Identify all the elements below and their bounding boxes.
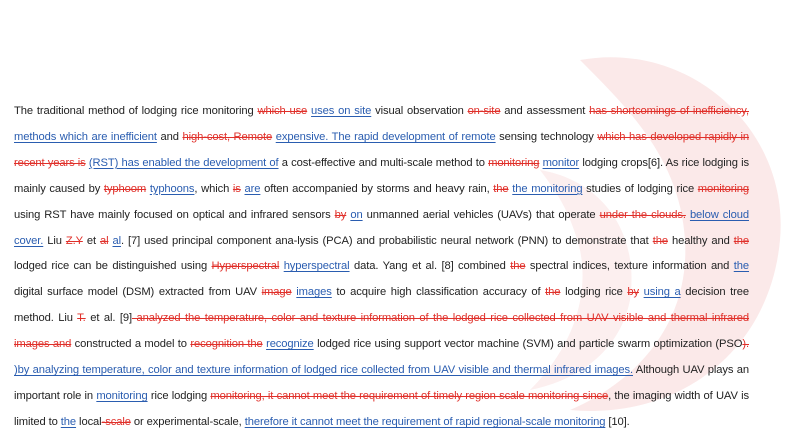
body-text: , which <box>194 182 233 195</box>
deleted-text: monitoring, it cannot meet the requirement of timely region scale monitoring since <box>210 389 609 402</box>
deleted-text: al <box>99 234 109 247</box>
document-paragraph <box>14 99 749 436</box>
deleted-text: the <box>493 182 509 195</box>
body-text: or experimental-scale, <box>130 415 245 428</box>
body-text: a cost-effective and multi-scale method to <box>278 156 489 169</box>
inserted-text: typhoons <box>149 182 195 195</box>
deleted-text: analyzed the temperature, color and texture information of the lodged rice collected from UAV visible and thermal infrared images and <box>14 312 750 351</box>
body-text: and assessment <box>500 105 590 117</box>
body-text: spectral indices, texture information and <box>525 260 734 273</box>
inserted-text: expensive. The rapid development of remote <box>275 130 496 143</box>
body-text: decision tree method. Liu <box>14 286 749 325</box>
body-text: local <box>76 415 102 428</box>
body-text: Liu <box>43 234 66 247</box>
deleted-text: monitoring <box>488 156 540 169</box>
deleted-text: the <box>510 260 526 273</box>
inserted-text: methods which are inefficient <box>14 130 157 143</box>
inserted-text: are <box>244 182 261 195</box>
inserted-text: using a <box>643 286 681 299</box>
inserted-text: (RST) has enabled the development of <box>88 156 279 169</box>
body-text: often accompanied by storms and heavy rain, <box>260 182 494 195</box>
body-text: lodged rice can be distinguished using <box>14 260 212 273</box>
deleted-text: ). <box>742 338 749 351</box>
body-text: . [7] used principal component ana-lysis (PCA) and probabilistic neural network (PNN) to demonstrate that <box>121 234 653 247</box>
body-text: unmanned aerial vehicles (UAVs) that operate <box>362 208 600 221</box>
inserted-text: monitor <box>542 156 580 169</box>
inserted-text: the <box>733 260 750 273</box>
body-text: studies of lodging rice <box>582 182 698 195</box>
inserted-text: images <box>296 286 332 299</box>
deleted-text: which has developed rapidly in recent years is <box>14 130 750 169</box>
body-text: data. Yang et al. [8] combined <box>349 260 511 273</box>
deleted-text: on-site <box>467 105 501 117</box>
body-text: lodging crops[6]. As rice lodging is mainly caused by <box>14 156 750 195</box>
body-text: digital surface model (DSM) extracted from UAV <box>14 286 262 299</box>
body-text: using RST have mainly focused on optical and infrared sensors <box>14 208 335 221</box>
body-text: et al. [9] <box>85 312 132 325</box>
inserted-text: monitoring <box>96 389 148 402</box>
inserted-text: on <box>350 208 363 221</box>
inserted-text: the monitoring <box>512 182 583 195</box>
deleted-text: by <box>334 208 347 221</box>
inserted-text: hyperspectral <box>283 260 350 273</box>
deleted-text: T. <box>77 312 86 325</box>
body-text: lodging rice <box>560 286 628 299</box>
body-text: healthy and <box>667 234 734 247</box>
inserted-text: uses on site <box>311 105 372 117</box>
deleted-text: the <box>733 234 749 247</box>
inserted-text: the <box>60 415 77 428</box>
inserted-text: therefore it cannot meet the requirement of rapid regional-scale monitoring <box>244 415 606 428</box>
deleted-text: high-cost, Remote <box>182 130 273 143</box>
deleted-text: -scale <box>101 415 131 428</box>
body-text: , the imaging width of UAV is limited to <box>14 389 749 428</box>
inserted-text: recognize <box>266 338 314 351</box>
deleted-text: monitoring <box>697 182 750 195</box>
deleted-text: is <box>232 182 241 195</box>
body-text: sensing technology <box>495 130 598 143</box>
body-text: lodged rice using support vector machine (SVM) and particle swarm optimization (PSO <box>313 338 743 351</box>
body-text: et <box>82 234 100 247</box>
deleted-text: under the clouds. <box>599 208 686 221</box>
body-text: visual observation <box>371 105 468 117</box>
inserted-text: )by analyzing temperature, color and texture information of lodged rice collected from UAV visible and thermal infrared images. <box>14 364 633 377</box>
deleted-text: typhoom <box>103 182 147 195</box>
deleted-text: Hyperspectral <box>211 260 280 273</box>
inserted-text: below cloud cover. <box>14 208 749 247</box>
body-text: constructed a model to <box>71 338 191 351</box>
inserted-text: al <box>112 234 122 247</box>
deleted-text: the <box>545 286 561 299</box>
deleted-text: has shortcomings of inefficiency, <box>589 105 749 117</box>
deleted-text: recognition the <box>190 338 263 351</box>
deleted-text: Z.Y <box>65 234 83 247</box>
deleted-text: the <box>652 234 668 247</box>
body-text: rice lodging <box>147 389 211 402</box>
body-text: Although UAV plays an important role in <box>14 364 750 402</box>
deleted-text: which use <box>257 105 308 117</box>
body-text: [10]. <box>605 415 630 428</box>
deleted-text: by <box>627 286 639 299</box>
body-text: to acquire high classification accuracy of <box>331 286 546 299</box>
body-text: The traditional method of lodging rice monitoring <box>14 105 258 117</box>
deleted-text: image <box>261 286 292 299</box>
body-text: and <box>156 130 183 143</box>
